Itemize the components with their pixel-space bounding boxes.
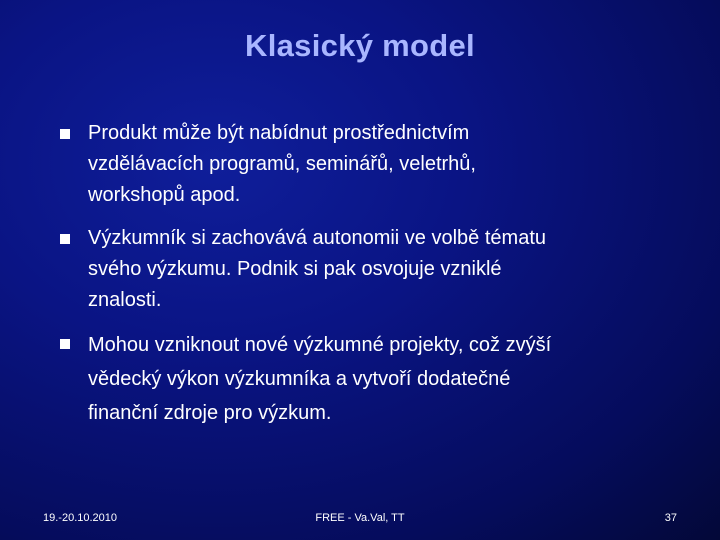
- slide-title: Klasický model: [245, 28, 475, 63]
- bullet-item: [58, 118, 678, 211]
- bullet-text: Mohou vzniknout nové výzkumné projekty, což zvýší vědecký výkon výzkumníka a vytvoří dodatečné finanční zdroje pro výzkum.: [88, 334, 552, 424]
- square-bullet-icon: [60, 339, 70, 349]
- page-number: 37: [664, 512, 677, 524]
- bullet-item: [58, 328, 678, 430]
- footer-center-text: FREE - Va.Val, TT: [315, 512, 405, 524]
- bullet-item: [58, 223, 678, 316]
- bullet-text: Produkt může být nabídnut prostřednictvím vzdělávacích programů, seminářů, veletrhů, workshopů apod.: [88, 122, 476, 206]
- square-bullet-icon: [60, 234, 70, 244]
- bullet-list: [58, 118, 678, 442]
- footer-date: 19.-20.10.2010: [43, 512, 118, 524]
- bullet-text: Výzkumník si zachovává autonomii ve volbě tématu svého výzkumu. Podnik si pak osvojuje vzniklé znalosti.: [88, 227, 546, 311]
- square-bullet-icon: [60, 129, 70, 139]
